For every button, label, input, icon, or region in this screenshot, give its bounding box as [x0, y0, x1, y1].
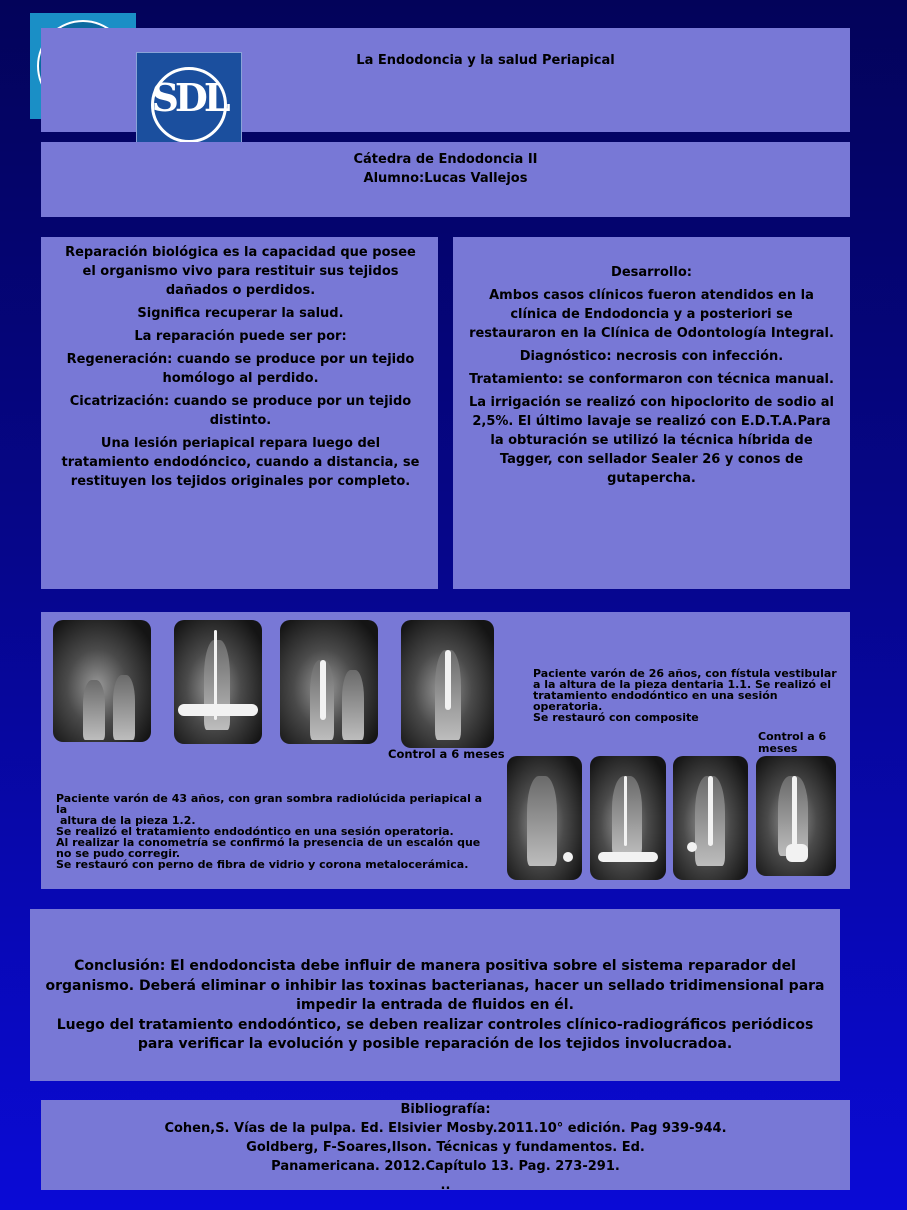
case1-caption-line: altura de la pieza 1.2.	[60, 814, 196, 827]
case2-control-line: meses	[758, 742, 798, 755]
bibliography-ref: Cohen,S. Vías de la pulpa. Ed. Elsivier Mosby.2011.10° edición. Pag 939-944.	[164, 1121, 727, 1136]
development-paragraph: Ambos casos clínicos fueron atendidos en la clínica de Endodoncia y a posteriori se restauraron en la Clínica de Odontología Integral.	[469, 288, 834, 341]
development-panel	[453, 237, 850, 589]
bibliography-title: Bibliografía:	[400, 1102, 491, 1117]
intro-paragraph: Regeneración: cuando se produce por un tejido homólogo al perdido.	[66, 352, 415, 386]
case2-caption-line: tratamiento endodóntico en una sesión operatoria.	[533, 689, 778, 713]
case1-caption-line: Se restauró con perno de fibra de vidrio y corona metalocerámica.	[56, 858, 469, 871]
poster-title: La Endodoncia y la salud Periapical	[356, 53, 615, 68]
sdl-logo	[136, 52, 242, 156]
intro-paragraph: Cicatrización: cuando se produce por un tejido distinto.	[69, 394, 412, 428]
radiograph-case2-conometry	[590, 756, 666, 880]
development-paragraph: Diagnóstico: necrosis con infección.	[519, 349, 784, 364]
bibliography-panel	[41, 1100, 850, 1190]
radiograph-case1-control	[401, 620, 494, 748]
case1-control-label: Control a 6 meses	[388, 747, 505, 761]
case1-caption-line: Paciente varón de 43 años, con gran sombra radiolúcida periapical a la	[56, 792, 483, 816]
case1-caption-line: Al realizar la conometría se confirmó la presencia de un escalón que	[56, 836, 481, 849]
bibliography-ref: ..	[440, 1178, 451, 1190]
case2-caption-line: Se restauró con composite	[533, 711, 699, 724]
radiograph-case1-conometry	[174, 620, 262, 744]
conclusion-followup: Luego del tratamiento endodóntico, se deben realizar controles clínico-radiográficos periódicos para verificar la evolución y posible reparación de los tejidos involucradoa.	[56, 1016, 814, 1052]
case1-caption-line: no se pudo corregir.	[56, 847, 181, 860]
case1-caption	[56, 793, 496, 870]
intro-paragraph: Significa recuperar la salud.	[137, 306, 344, 321]
intro-panel	[41, 237, 438, 589]
radiograph-case1-obturation	[280, 620, 378, 744]
case2-caption-line: Paciente varón de 26 años, con fístula vestibular	[533, 667, 837, 680]
sdl-logo-text: SDL	[151, 75, 227, 120]
radiograph-case2-control	[756, 756, 836, 876]
radiograph-case1-initial	[53, 620, 151, 742]
development-paragraph: La irrigación se realizó con hipoclorito de sodio al 2,5%. El último lavaje se realizó con E.D.T.A.Para la obturación se utilizó la técnica híbrida de Tagger, con sellador Sealer 26 y conos de gutapercha.	[468, 395, 835, 486]
case2-caption-line: a la altura de la pieza dentaria 1.1. Se realizó el	[533, 678, 832, 691]
case2-control-line: Control a 6	[758, 730, 827, 743]
development-paragraph: Tratamiento: se conformaron con técnica manual.	[469, 372, 834, 387]
intro-paragraph: Reparación biológica es la capacidad que posee el organismo vivo para restituir sus tejidos dañados o perdidos.	[65, 245, 416, 298]
bibliography-ref: Panamericana. 2012.Capítulo 13. Pag. 273-291.	[271, 1159, 620, 1174]
development-heading: Desarrollo:	[611, 265, 692, 280]
course-panel	[41, 142, 850, 217]
radiograph-case2-obturation	[673, 756, 748, 880]
clinical-cases-panel	[41, 612, 850, 889]
bibliography-ref: Goldberg, F-Soares,Ilson. Técnicas y fundamentos. Ed.	[246, 1140, 645, 1155]
intro-paragraph: La reparación puede ser por:	[134, 329, 347, 344]
conclusion-text: Conclusión: El endodoncista debe influir de manera positiva sobre el sistema reparador del organismo. Deberá eliminar o inhibir las toxinas bacterianas, hacer un sellado tridimensional para impedir la entrada de fluidos en él.	[45, 958, 825, 1013]
student-name: Alumno:Lucas Vallejos	[363, 171, 528, 186]
radiograph-case2-initial	[507, 756, 582, 880]
case2-control-label	[758, 731, 826, 755]
case2-caption	[533, 668, 848, 723]
case1-caption-line: Se realizó el tratamiento endodóntico en una sesión operatoria.	[56, 825, 454, 838]
course-name: Cátedra de Endodoncia II	[353, 152, 538, 167]
conclusion-panel	[30, 909, 840, 1081]
intro-paragraph: Una lesión periapical repara luego del tratamiento endodóncico, cuando a distancia, se restituyen los tejidos originales por completo.	[61, 436, 420, 489]
